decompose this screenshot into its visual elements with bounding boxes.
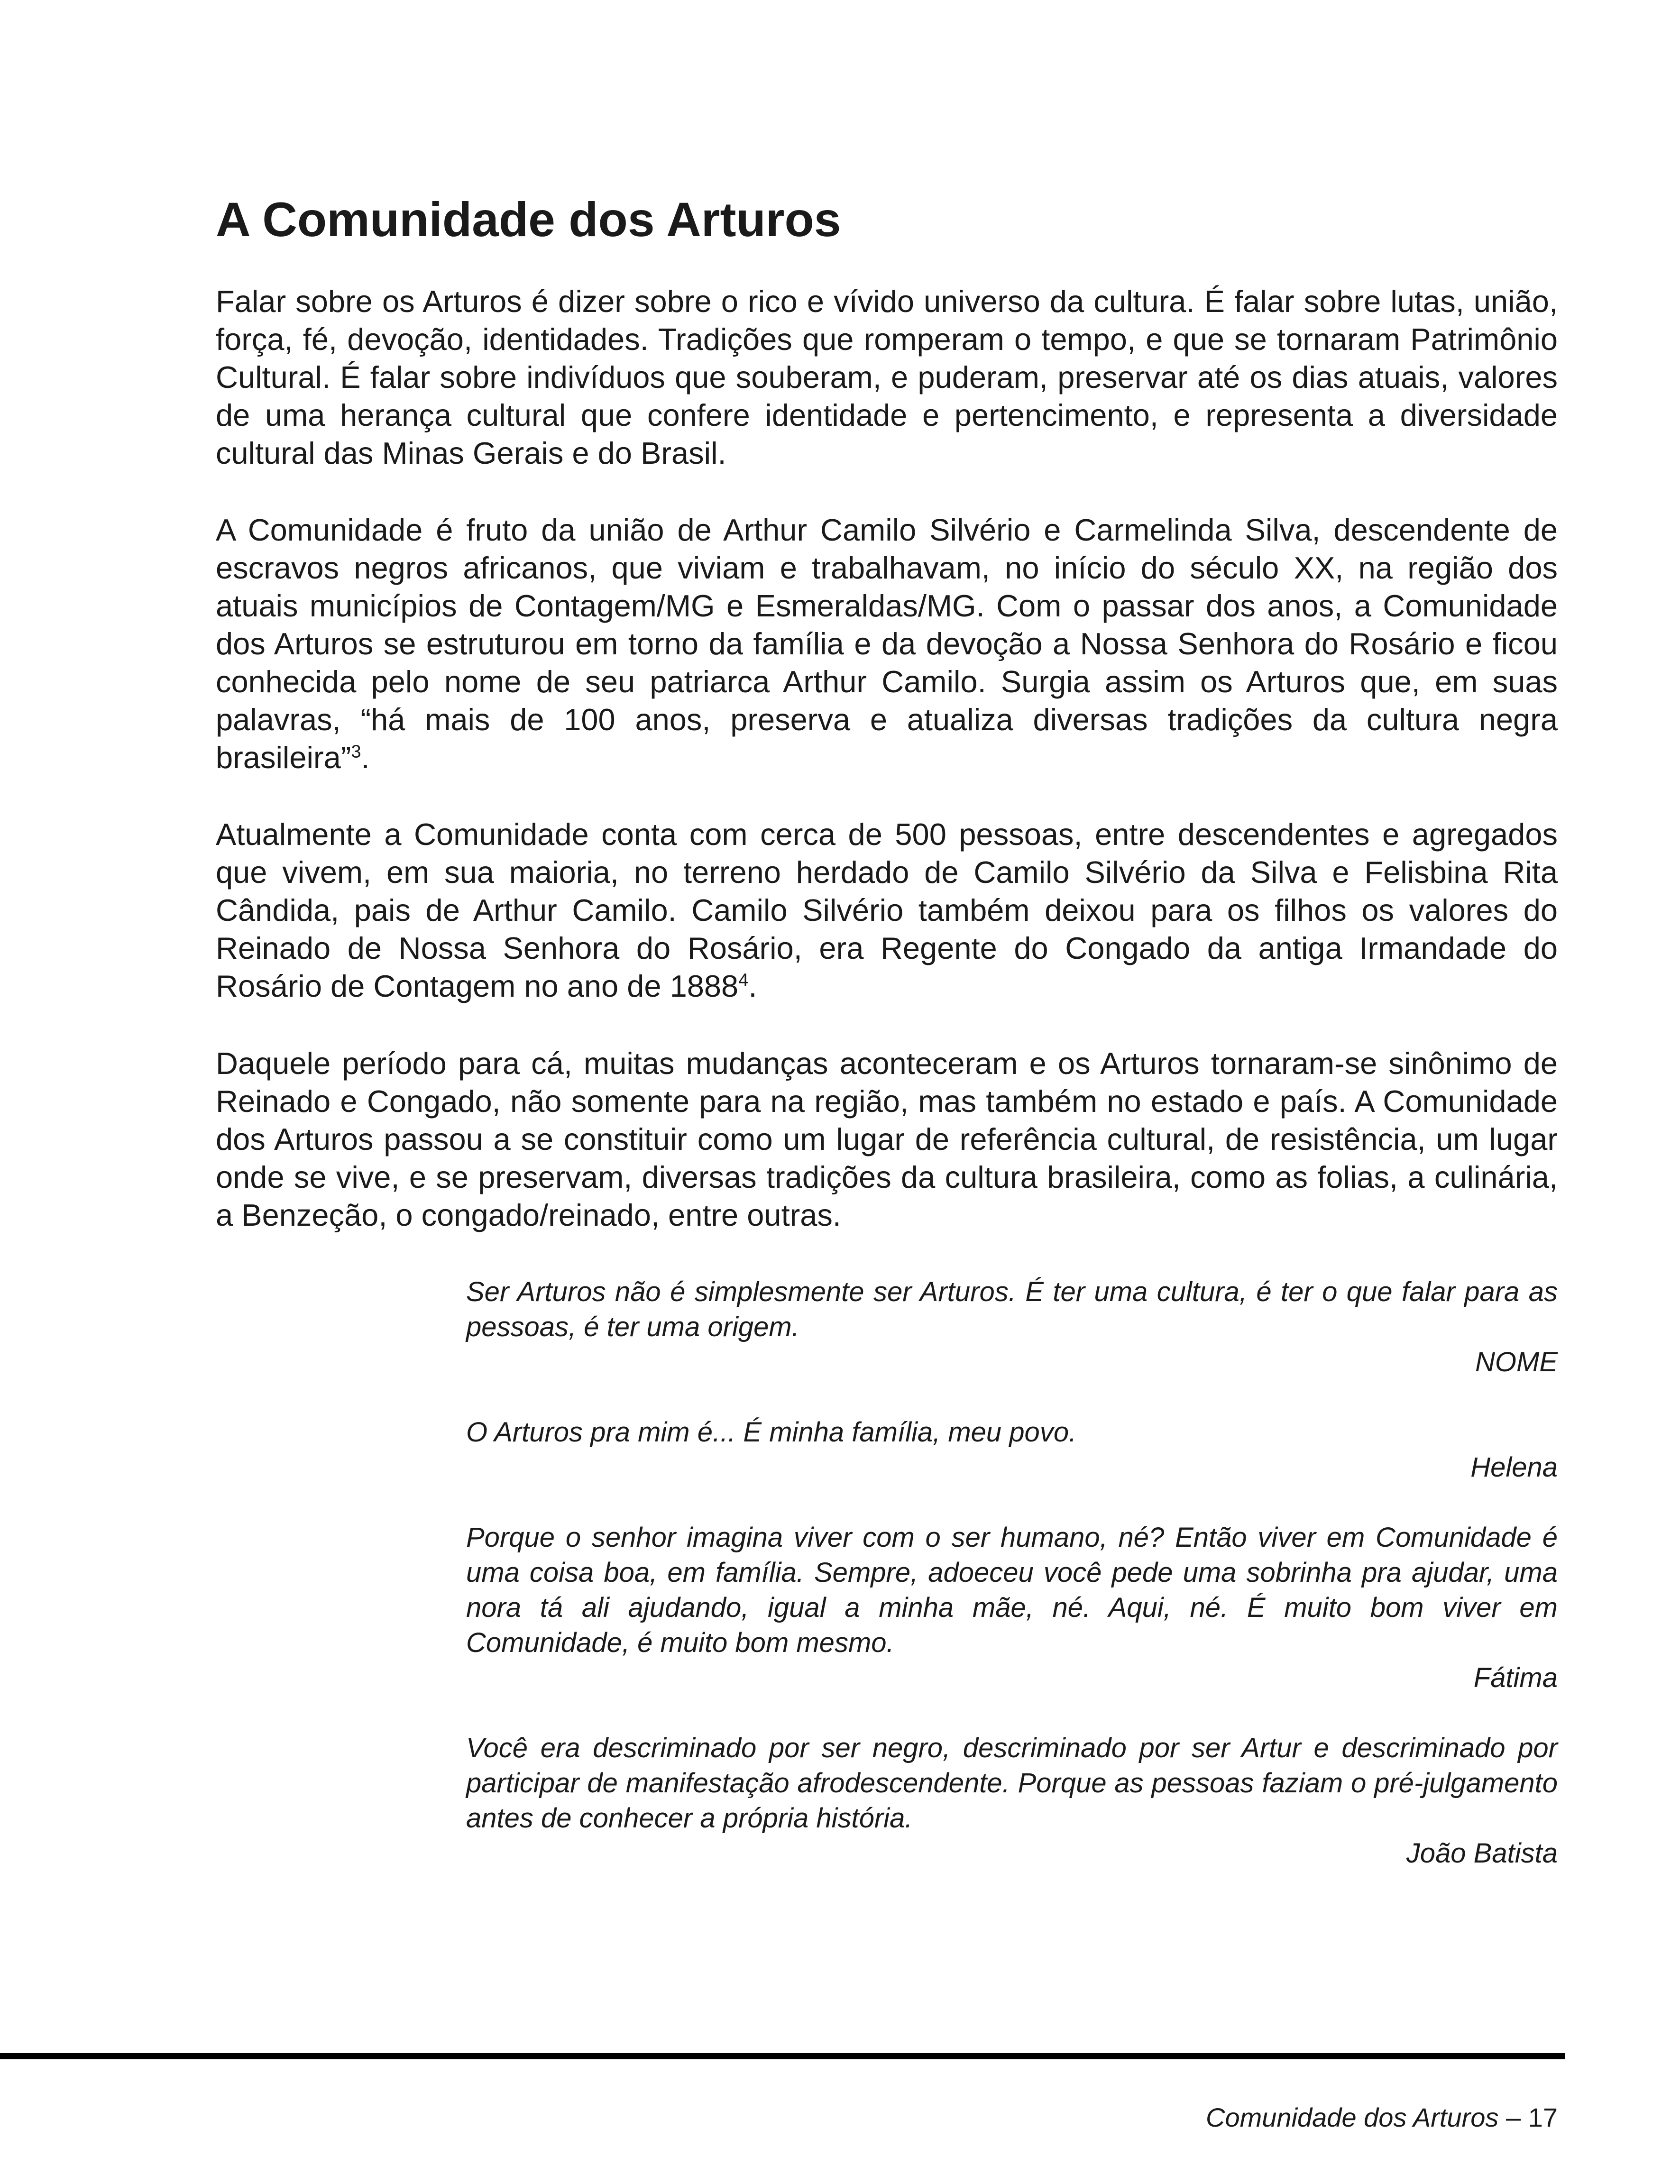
footnote-ref-3: 3 — [351, 742, 361, 762]
paragraph-origin — [216, 511, 1558, 777]
testimonial-text: Ser Arturos não é simplesmente ser Arturos. É ter uma cultura, é ter o que falar para as pessoas, é ter uma origem. — [466, 1276, 1558, 1342]
paragraph-population-end: . — [748, 969, 757, 1003]
page-title: A Comunidade dos Arturos — [216, 193, 841, 247]
testimonial — [466, 1731, 1558, 1871]
page-number: 17 — [1528, 2102, 1558, 2132]
running-title: Comunidade dos Arturos — [1206, 2102, 1499, 2132]
testimonial-text: Porque o senhor imagina viver com o ser humano, né? Então viver em Comunidade é uma coisa boa, em família. Sempre, adoeceu você pede uma sobrinha pra ajudar, uma nora tá ali ajudando, igual a minha mãe, né. Aqui, né. É muito bom viver em Comunidade, é muito bom mesmo. — [466, 1522, 1558, 1658]
testimonial — [466, 1415, 1558, 1485]
testimonial-text: Você era descriminado por ser negro, descriminado por ser Artur e descriminado por participar de manifestação afrodescendente. Porque as pessoas faziam o pré-julgamento antes de conhecer a própria história. — [466, 1733, 1558, 1834]
testimonial-author: Helena — [1470, 1452, 1558, 1483]
paragraph-intro: Falar sobre os Arturos é dizer sobre o rico e vívido universo da cultura. É falar sobre lutas, união, força, fé, devoção, identidades. Tradições que romperam o tempo, e que se tornaram Patrimônio Cultural. É falar sobre indivíduos que souberam, e puderam, preservar até os dias atuais, valores de uma herança cultural que confere identidade e pertencimento, e representa a diversidade cultural das Minas Gerais e do Brasil. — [216, 284, 1558, 470]
testimonial — [466, 1275, 1558, 1380]
footer-separator: – — [1506, 2102, 1521, 2132]
paragraph-origin-end: . — [361, 740, 370, 775]
testimonial-author: João Batista — [1406, 1838, 1558, 1869]
footnote-ref-4: 4 — [738, 970, 749, 991]
paragraph-origin-text: A Comunidade é fruto da união de Arthur Camilo Silvério e Carmelinda Silva, descendente de escravos negros africanos, que viviam e trabalhavam, no início do século XX, na região dos atuais municípios de Contagem/MG e Esmeraldas/MG. Com o passar dos anos, a Comunidade dos Arturos se estruturou em torno da família e da devoção a Nossa Senhora do Rosário e ficou conhecida pelo nome de seu patriarca Arthur Camilo. Surgia assim os Arturos que, em suas palavras, “há mais de 100 anos, preserva e atualiza diversas tradições da cultura negra brasileira” — [216, 513, 1558, 775]
testimonials — [466, 1275, 1558, 1906]
testimonial-author: NOME — [1475, 1347, 1558, 1377]
paragraph-population-text: Atualmente a Comunidade conta com cerca de 500 pessoas, entre descendentes e agregados que vivem, em sua maioria, no terreno herdado de Camilo Silvério da Silva e Felisbina Rita Cândida, pais de Arthur Camilo. Camilo Silvério também deixou para os filhos os valores do Reinado de Nossa Senhora do Rosário, era Regente do Congado da antiga Irmandade do Rosário de Contagem no ano de 1888 — [216, 817, 1558, 1003]
page-footer — [1206, 2104, 1558, 2131]
paragraph-population — [216, 816, 1558, 1005]
testimonial-author: Fátima — [1473, 1662, 1558, 1693]
paragraph-changes: Daquele período para cá, muitas mudanças aconteceram e os Arturos tornaram-se sinônimo de Reinado e Congado, não somente para na região, mas também no estado e país. A Comunidade dos Arturos passou a se constituir como um lugar de referência cultural, de resistência, um lugar onde se vive, e se preservam, diversas tradições da cultura brasileira, como as folias, a culinária, a Benzeção, o congado/reinado, entre outras. — [216, 1046, 1558, 1232]
testimonial-text: O Arturos pra mim é... É minha família, meu povo. — [466, 1417, 1077, 1448]
testimonial — [466, 1520, 1558, 1696]
footer-divider — [0, 2053, 1565, 2059]
